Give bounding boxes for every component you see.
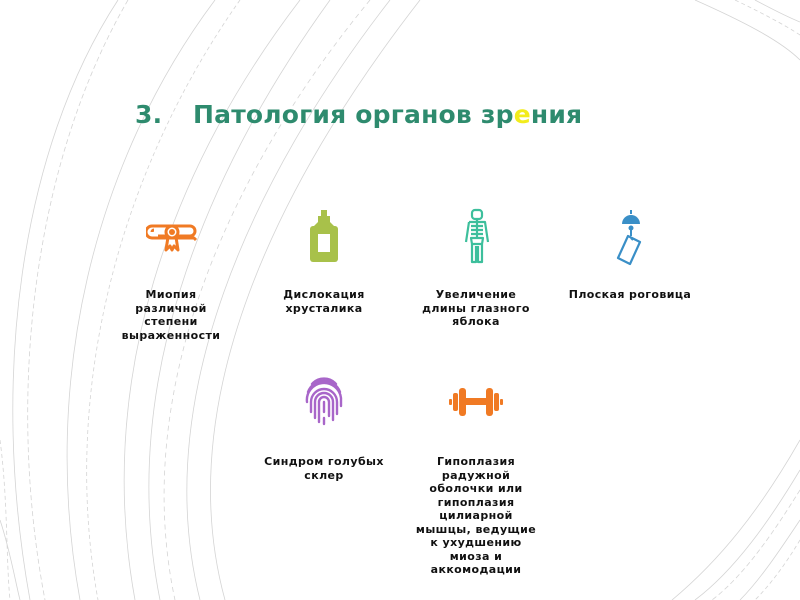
title-text-end: ния	[530, 100, 583, 129]
fingerprint-icon	[304, 376, 344, 428]
item-label: Гипоплазия радужной оболочки или гипоплазия цилиарной мышцы, ведущие к ухудшению миоза и аккомодации	[415, 455, 537, 576]
wind-chime-icon	[614, 208, 646, 266]
glue-bottle-icon	[308, 208, 340, 264]
diploma-scroll-icon	[146, 218, 198, 254]
item-label: Синдром голубых склер	[264, 455, 384, 482]
title-text: Патология органов зр	[193, 100, 514, 129]
item-label: Дислокация хрусталика	[283, 288, 365, 315]
dumbbell-icon	[448, 386, 504, 418]
item-label: Увеличение длины глазного яблока	[422, 288, 530, 328]
title-highlight-letter: е	[513, 100, 531, 129]
item-label: Миопия различной степени выраженности	[121, 288, 221, 342]
title-number: 3.	[135, 100, 163, 129]
skeleton-icon	[462, 208, 492, 264]
item-label: Плоская роговица	[568, 288, 692, 301]
slide-title	[135, 100, 582, 129]
